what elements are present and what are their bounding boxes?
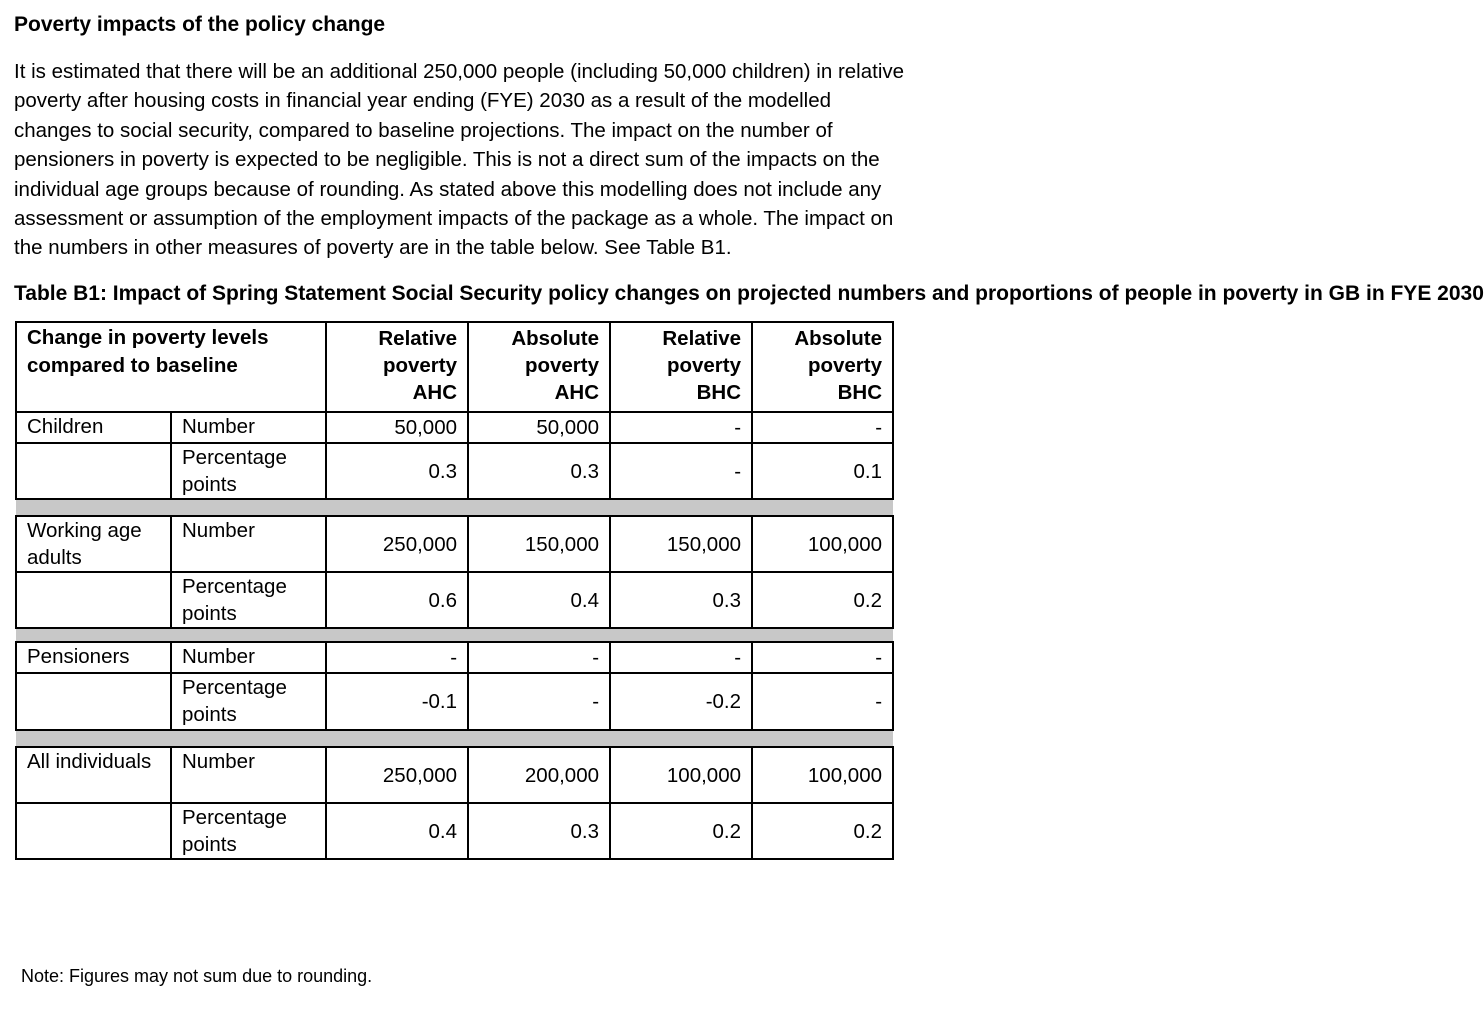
table-cell: 100,000 xyxy=(752,516,893,572)
table-cell: 0.6 xyxy=(326,572,468,628)
table-cell: -0.2 xyxy=(610,673,752,730)
table-cell: 0.4 xyxy=(326,803,468,859)
group-separator xyxy=(16,628,893,642)
group-label: Working age adults xyxy=(16,516,171,572)
table-cell: - xyxy=(610,443,752,499)
separator-band xyxy=(16,499,893,516)
document-page xyxy=(14,10,1484,860)
group-label: Children xyxy=(16,412,171,443)
measure-label: Number xyxy=(171,642,326,673)
column-header: Relative poverty BHC xyxy=(610,322,752,412)
table-cell: - xyxy=(752,412,893,443)
table-header-row xyxy=(16,322,893,412)
column-header: Absolute poverty BHC xyxy=(752,322,893,412)
table-cell: 50,000 xyxy=(468,412,610,443)
measure-label: Number xyxy=(171,412,326,443)
table-cell: 0.2 xyxy=(752,572,893,628)
table-row xyxy=(16,572,893,628)
table-cell: 0.3 xyxy=(468,803,610,859)
table-cell: 100,000 xyxy=(610,747,752,803)
table-cell: - xyxy=(610,412,752,443)
table-title: Table B1: Impact of Spring Statement Social Security policy changes on projected numbers and proportions of people in poverty in GB in FYE 2030 xyxy=(14,281,1484,305)
table-cell: 0.1 xyxy=(752,443,893,499)
table-cell: - xyxy=(468,673,610,730)
table-cell: 50,000 xyxy=(326,412,468,443)
group-label: Pensioners xyxy=(16,642,171,673)
group-label-empty xyxy=(16,443,171,499)
separator-band xyxy=(16,628,893,642)
measure-label: Percentage points xyxy=(171,673,326,730)
column-header: Absolute poverty AHC xyxy=(468,322,610,412)
table-row xyxy=(16,747,893,803)
group-label-empty xyxy=(16,803,171,859)
table-cell: - xyxy=(468,642,610,673)
table-row xyxy=(16,803,893,859)
table-cell: - xyxy=(326,642,468,673)
corner-header: Change in poverty levels compared to baseline xyxy=(16,322,326,412)
table-footnote: Note: Figures may not sum due to rounding. xyxy=(21,966,373,986)
table-cell: 200,000 xyxy=(468,747,610,803)
measure-label: Percentage points xyxy=(171,572,326,628)
table-cell: 150,000 xyxy=(610,516,752,572)
measure-label: Number xyxy=(171,516,326,572)
table-cell: - xyxy=(610,642,752,673)
table-cell: 0.4 xyxy=(468,572,610,628)
table-cell: 0.2 xyxy=(752,803,893,859)
table-cell: 100,000 xyxy=(752,747,893,803)
table-cell: 0.3 xyxy=(610,572,752,628)
body-paragraph: It is estimated that there will be an additional 250,000 people (including 50,000 children) in relative poverty after housing costs in financial year ending (FYE) 2030 as a result of the modelled changes to social security, compared to baseline projections. The impact on the number of pensioners in poverty is expected to be negligible. This is not a direct sum of the impacts on the individual age groups because of rounding. As stated above this modelling does not include any assessment or assumption of the employment impacts of the package as a whole. The impact on the numbers in other measures of poverty are in the table below. See Table B1. xyxy=(14,60,905,260)
table-row xyxy=(16,443,893,499)
group-label-empty xyxy=(16,572,171,628)
measure-label: Percentage points xyxy=(171,803,326,859)
table-cell: - xyxy=(752,642,893,673)
table-row xyxy=(16,673,893,730)
table-cell: 250,000 xyxy=(326,747,468,803)
table-cell: 0.3 xyxy=(326,443,468,499)
separator-band xyxy=(16,730,893,747)
group-label: All individuals xyxy=(16,747,171,803)
table-cell: -0.1 xyxy=(326,673,468,730)
table-cell: 0.3 xyxy=(468,443,610,499)
table-cell: 250,000 xyxy=(326,516,468,572)
table-cell: 0.2 xyxy=(610,803,752,859)
measure-label: Percentage points xyxy=(171,443,326,499)
column-header: Relative poverty AHC xyxy=(326,322,468,412)
group-label-empty xyxy=(16,673,171,730)
section-heading: Poverty impacts of the policy change xyxy=(14,13,386,36)
measure-label: Number xyxy=(171,747,326,803)
table-row xyxy=(16,642,893,673)
table-cell: - xyxy=(752,673,893,730)
group-separator xyxy=(16,499,893,516)
poverty-impact-table xyxy=(15,321,894,860)
group-separator xyxy=(16,730,893,747)
table-row xyxy=(16,412,893,443)
table-row xyxy=(16,516,893,572)
table-cell: 150,000 xyxy=(468,516,610,572)
